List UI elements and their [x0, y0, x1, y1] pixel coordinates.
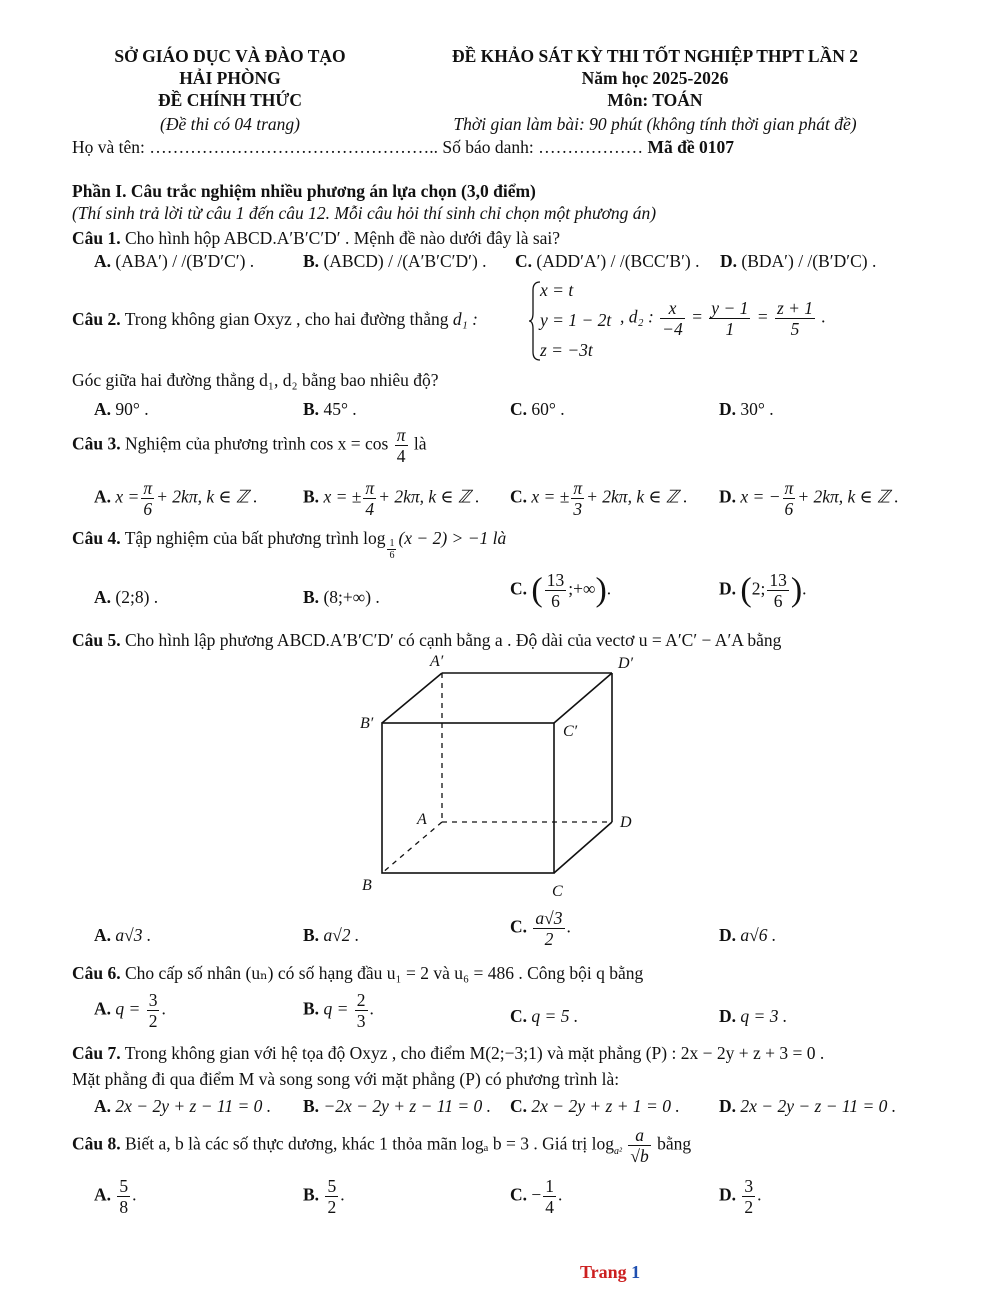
vertex-D1: D′ — [618, 655, 634, 672]
q5-option-d[interactable]: D. a√6 . — [719, 925, 777, 945]
question-4: Câu 4. Tập nghiệm của bất phương trình log $\frac{1}{6}$ (x − 2) > −1 là — [72, 528, 507, 561]
d1-eq-y: y = 1 − 2t — [540, 310, 612, 330]
q8-option-b[interactable]: B. $\frac{5}{2}$ . — [303, 1176, 345, 1218]
question-1 — [72, 228, 560, 249]
vertex-C1: C′ — [563, 723, 578, 740]
cube-figure — [350, 652, 650, 902]
q8-label: Câu 8. — [72, 1133, 121, 1154]
q8-option-c[interactable]: C. − $\frac{1}{4}$ . — [510, 1176, 563, 1218]
exam-title: ĐỀ KHẢO SÁT KỲ THI TỐT NGHIỆP THPT LẦN 2 — [451, 46, 859, 66]
q3-option-b[interactable]: B. x = ± $\frac{\pi}{4}$ + 2kπ, k ∈ ℤ . — [303, 478, 480, 520]
q8-option-a[interactable]: A. $\frac{5}{8}$ . — [94, 1176, 137, 1218]
question-7 — [72, 1043, 824, 1064]
q7-text2: Mặt phẳng đi qua điểm M và song song với mặt phẳng (P) có phương trình là: — [72, 1069, 620, 1089]
q3-label: Câu 3. — [72, 433, 121, 454]
q7-label: Câu 7. — [72, 1043, 121, 1063]
q1-option-a[interactable]: A. (ABA′) / /(B′D′C′) . — [94, 251, 255, 271]
q8-option-d[interactable]: D. $\frac{3}{2}$ . — [719, 1176, 762, 1218]
q1-label: Câu 1. — [72, 228, 121, 248]
q5-option-c[interactable]: C. $\frac{a√3}{2}$ . — [510, 908, 571, 950]
vertex-A: A — [417, 811, 427, 828]
dept-name: SỞ GIÁO DỤC VÀ ĐÀO TẠO — [114, 46, 346, 66]
q2-option-d[interactable]: D. 30° . — [719, 399, 774, 419]
q6-label: Câu 6. — [72, 963, 121, 983]
q4-option-d[interactable]: D. (2; $\frac{13}{6}$ ). — [719, 570, 807, 612]
q1-option-d[interactable]: D. (BDA′) / /(B′D′C) . — [720, 251, 877, 271]
subject: Môn: TOÁN — [607, 90, 703, 110]
vertex-D: D — [620, 814, 632, 831]
exam-code: Mã đề 0107 — [647, 137, 735, 157]
school-year: Năm học 2025-2026 — [581, 68, 729, 88]
question-3: Câu 3. Nghiệm của phương trình cos x = cos $\frac{\pi}{4}$ là — [72, 425, 427, 467]
q1-option-c[interactable]: C. (ADD′A′) / /(BCC′B′) . — [515, 251, 700, 271]
vertex-C: C — [552, 883, 563, 900]
vertex-B1: B′ — [360, 715, 374, 732]
name-and-id-fields: Họ và tên: ………………………………………….. Số báo danh: ……………… — [72, 137, 644, 157]
vertex-A1: A′ — [430, 653, 444, 670]
name-line — [72, 137, 734, 158]
q6-text: Cho cấp số nhân (uₙ) có số hạng đầu u₁ = 2 và u₆ = 486 . Công bội q bằng — [125, 963, 644, 983]
official-label: ĐỀ CHÍNH THỨC — [158, 90, 302, 110]
q2-option-a[interactable]: A. 90° . — [94, 399, 149, 419]
q4-option-b[interactable]: B. (8;+∞) . — [303, 587, 380, 607]
q7-option-b[interactable]: B. −2x − 2y + z − 11 = 0 . — [303, 1096, 492, 1116]
q6-option-c[interactable]: C. q = 5 . — [510, 1006, 579, 1026]
q5-text: Cho hình lập phương ABCD.A′B′C′D′ có cạnh bằng a . Độ dài của vectơ u = A′C′ − A′A bằng — [125, 630, 782, 650]
section-title: Phần I. Câu trắc nghiệm nhiều phương án lựa chọn (3,0 điểm) — [72, 181, 536, 201]
q3-option-a[interactable]: A. x = $\frac{\pi}{6}$ + 2kπ, k ∈ ℤ . — [94, 478, 258, 520]
d1-eq-z: z = −3t — [540, 340, 593, 360]
q4-label: Câu 4. — [72, 528, 121, 548]
time-note: Thời gian làm bài: 90 phút (không tính thời gian phát đề) — [453, 114, 857, 134]
q1-option-b[interactable]: B. (ABCD) / /(A′B′C′D′) . — [303, 251, 487, 271]
q6-option-b[interactable]: B. q = $\frac{2}{3}$ . — [303, 990, 374, 1032]
question-2 — [72, 309, 478, 330]
q2-option-c[interactable]: C. 60° . — [510, 399, 565, 419]
q7-option-c[interactable]: C. 2x − 2y + z + 1 = 0 . — [510, 1096, 680, 1116]
city-name: HẢI PHÒNG — [179, 68, 281, 88]
q2-text2: Góc giữa hai đường thẳng d₁, d₂ bằng bao nhiêu độ? — [72, 370, 439, 390]
q6-option-a[interactable]: A. q = $\frac{3}{2}$ . — [94, 990, 166, 1032]
q4-text: Tập nghiệm của bất phương trình log — [124, 528, 386, 548]
q3-option-d[interactable]: D. x = − $\frac{\pi}{6}$ + 2kπ, k ∈ ℤ . — [719, 478, 899, 520]
page-footer — [580, 1262, 640, 1283]
q3-text: Nghiệm của phương trình cos x = cos — [125, 433, 389, 454]
page-count-note: (Đề thi có 04 trang) — [160, 114, 300, 134]
d2-equation: , d₂ : $\frac{x}{-4}$ = $\frac{y - 1}{1}$ = $\frac{z + 1}{5}$ . — [620, 298, 826, 340]
d1-name: d₁ : — [452, 309, 478, 329]
q7-option-a[interactable]: A. 2x − 2y + z − 11 = 0 . — [94, 1096, 272, 1116]
q5-label: Câu 5. — [72, 630, 121, 650]
section-note: (Thí sinh trả lời từ câu 1 đến câu 12. Mỗi câu hỏi thí sinh chỉ chọn một phương án) — [72, 203, 657, 223]
vertex-B: B — [362, 877, 372, 894]
q2-text: Trong không gian Oxyz , cho hai đường thẳng — [124, 309, 449, 329]
q6-option-d[interactable]: D. q = 3 . — [719, 1006, 788, 1026]
q8-text: Biết a, b là các số thực dương, khác 1 thỏa mãn logₐ b = 3 . Giá trị log — [125, 1133, 615, 1154]
q4-option-c[interactable]: C. ( $\frac{13}{6}$ ;+∞). — [510, 570, 612, 612]
footer-page-number: 1 — [631, 1262, 641, 1282]
d1-eq-x: x = t — [540, 280, 574, 300]
footer-word: Trang — [580, 1262, 627, 1282]
question-8: Câu 8. Biết a, b là các số thực dương, khác 1 thỏa mãn logₐ b = 3 . Giá trị $\log_{a^2}$ $\frac{a}{√b}$ bằng — [72, 1125, 692, 1167]
q3-option-c[interactable]: C. x = ± $\frac{\pi}{3}$ + 2kπ, k ∈ ℤ . — [510, 478, 688, 520]
q2-option-b[interactable]: B. 45° . — [303, 399, 357, 419]
q7-option-d[interactable]: D. 2x − 2y − z − 11 = 0 . — [719, 1096, 897, 1116]
question-5 — [72, 630, 781, 651]
q1-text: Cho hình hộp ABCD.A′B′C′D′ . Mệnh đề nào dưới đây là sai? — [125, 228, 561, 248]
q2-label: Câu 2. — [72, 309, 121, 329]
q5-option-b[interactable]: B. a√2 . — [303, 925, 360, 945]
q4-option-a[interactable]: A. (2;8) . — [94, 587, 159, 607]
q7-text: Trong không gian với hệ tọa độ Oxyz , cho điểm M(2;−3;1) và mặt phẳng (P) : 2x − 2y + z + 3 = 0 . — [124, 1043, 825, 1063]
q5-option-a[interactable]: A. a√3 . — [94, 925, 152, 945]
question-6 — [72, 963, 643, 984]
